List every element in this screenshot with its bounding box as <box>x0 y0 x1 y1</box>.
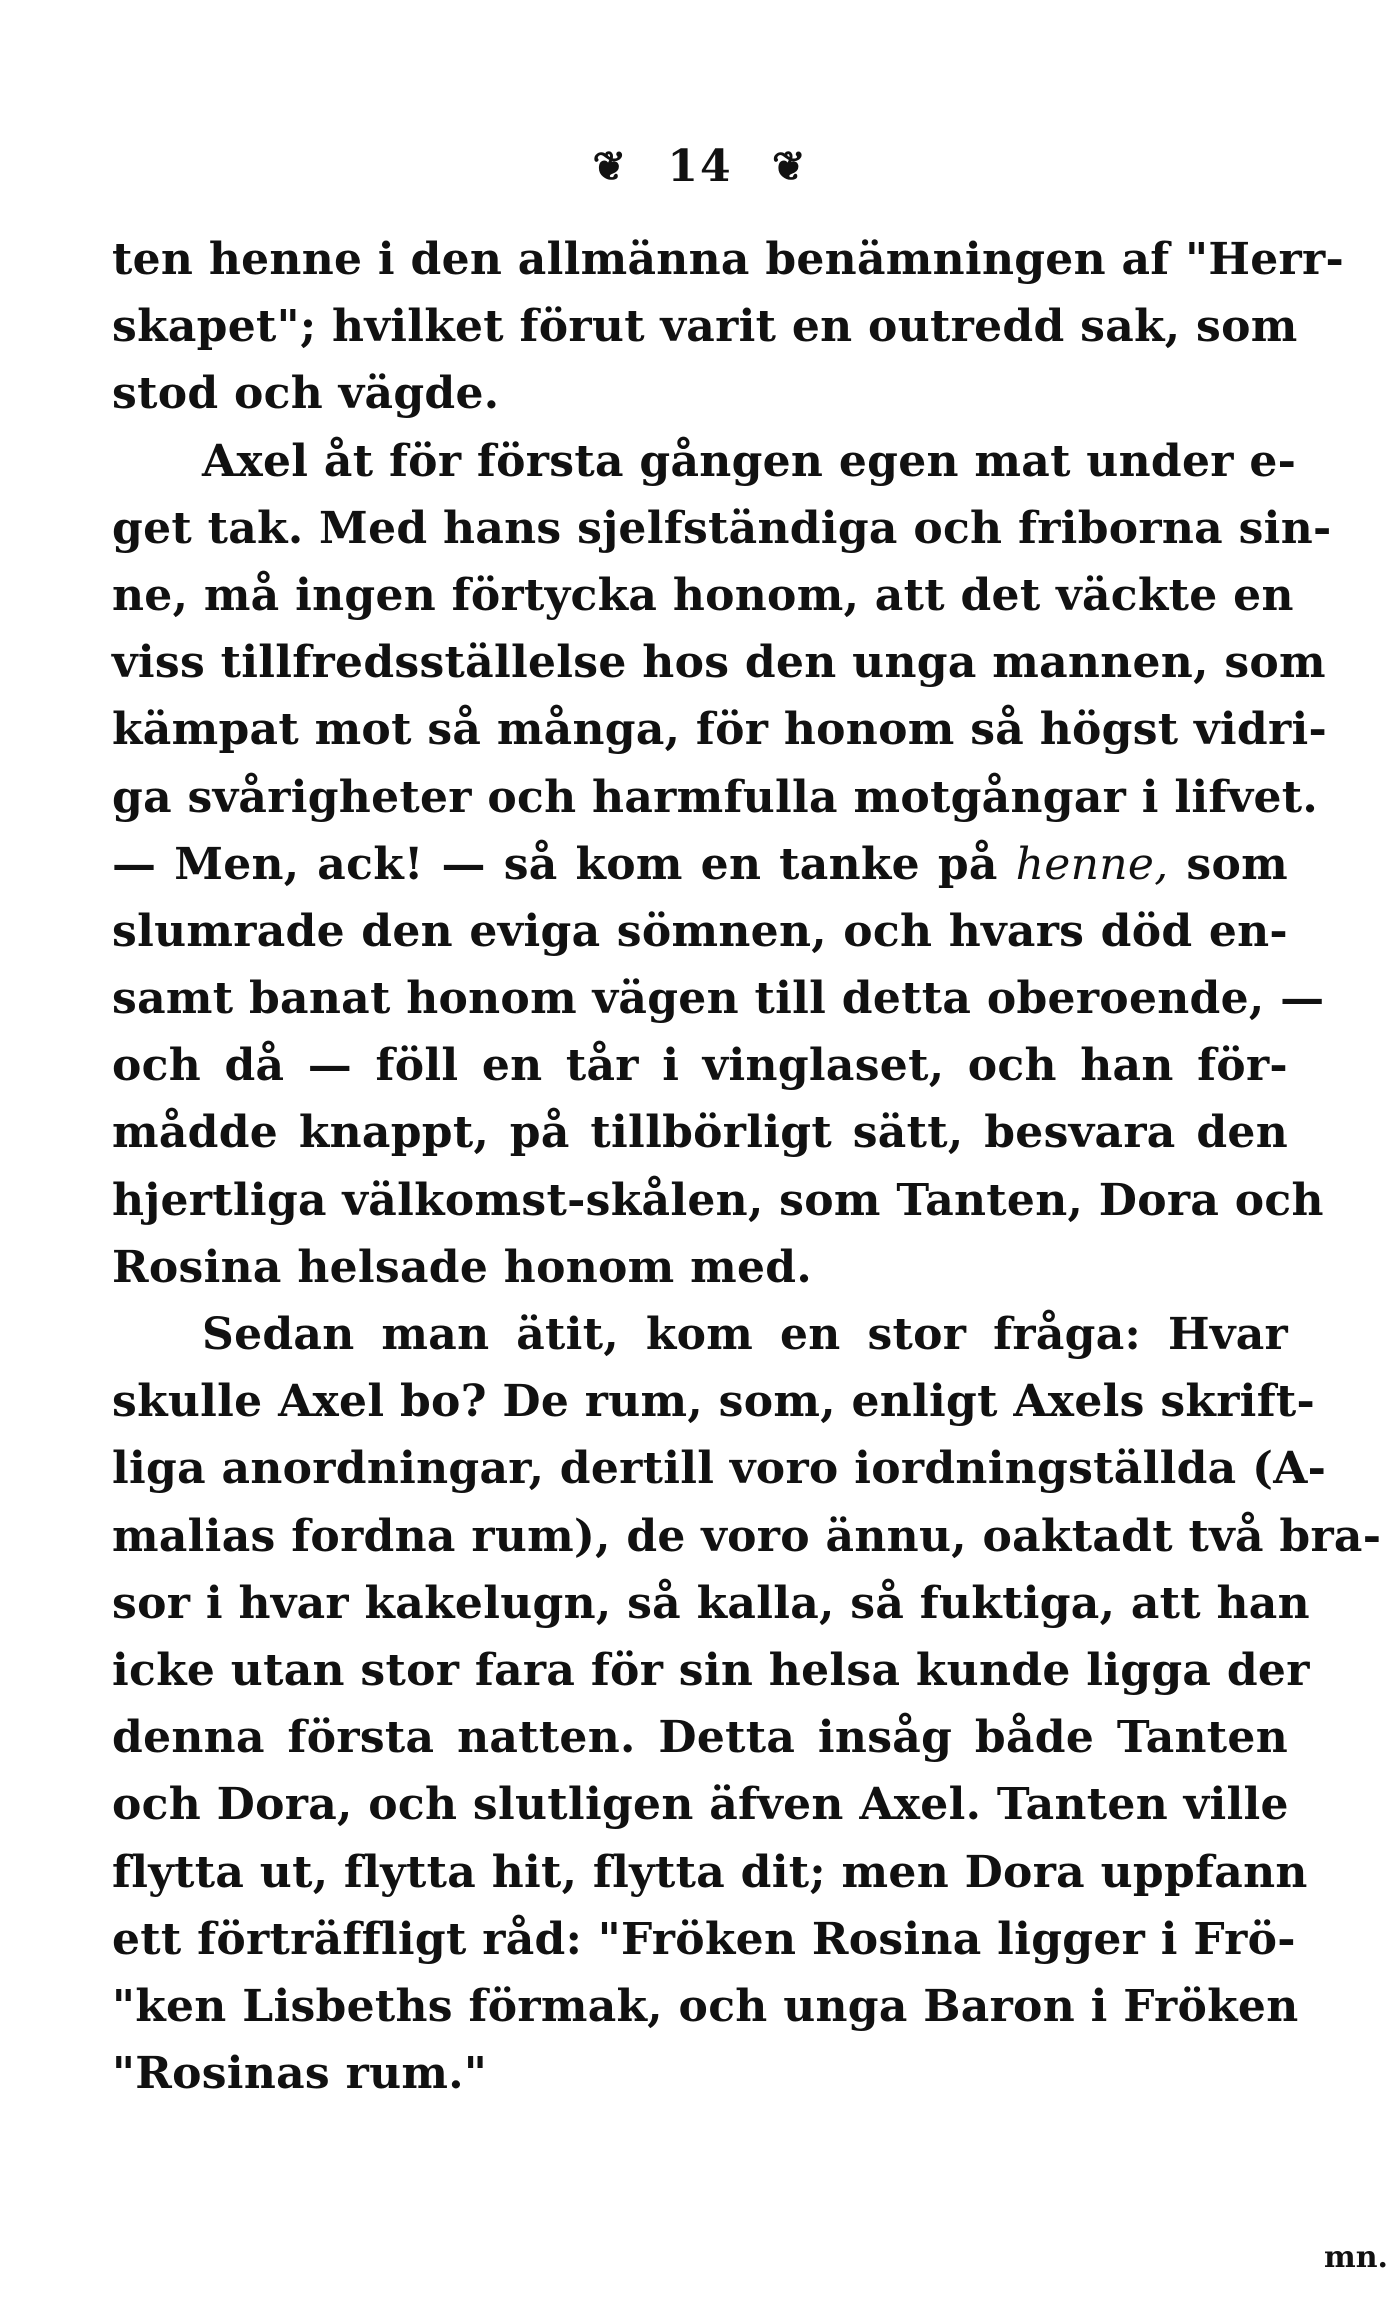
text-line: och Dora, och slutligen äfven Axel. Tanten ville <box>112 1779 1289 1831</box>
margin-note: mn. <box>1324 2240 1388 2275</box>
page-number: 14 <box>667 141 733 192</box>
text-line: hjertliga välkomst-skålen, som Tanten, Dora och <box>112 1174 1324 1226</box>
text-line: samt banat honom vägen till detta oberoende, — <box>112 973 1325 1025</box>
text-line: Axel åt för första gången egen mat under e- <box>202 435 1297 487</box>
body-text <box>112 226 1382 2107</box>
text-line: sor i hvar kakelugn, så kalla, så fuktiga, att han <box>112 1577 1310 1629</box>
running-head <box>0 138 1400 192</box>
text-line: Rosina helsade honom med. <box>112 1241 812 1293</box>
text-line: och då — föll en tår i vinglaset, och han för- <box>112 1040 1288 1092</box>
text-line: — Men, ack! — så kom en tanke på henne, som <box>112 838 1288 890</box>
text-line: icke utan stor fara för sin helsa kunde ligga der <box>112 1644 1310 1696</box>
text-line: kämpat mot så många, för honom så högst vidri- <box>112 704 1328 756</box>
text-line: ne, må ingen förtycka honom, att det väckte en <box>112 569 1294 621</box>
text-line: skapet"; hvilket förut varit en outredd sak, som <box>112 301 1298 353</box>
text-line: mådde knappt, på tillbörligt sätt, besvara den <box>112 1107 1288 1159</box>
text-line: ga svårigheter och harmfulla motgångar i lifvet. <box>112 771 1319 823</box>
text-line: "ken Lisbeths förmak, och unga Baron i Fröken <box>112 1980 1299 2032</box>
text-line: "Rosinas rum." <box>112 2048 488 2100</box>
ornament-left-icon: ❦ <box>592 143 629 190</box>
text-line: stod och vägde. <box>112 368 500 420</box>
text-line: flytta ut, flytta hit, flytta dit; men Dora uppfann <box>112 1846 1308 1898</box>
text-line: ten henne i den allmänna benämningen af "Herr- <box>112 234 1345 285</box>
text-line: ett förträffligt råd: "Fröken Rosina ligger i Frö- <box>112 1913 1296 1965</box>
text-line: Sedan man ätit, kom en stor fråga: Hvar <box>202 1309 1288 1360</box>
text-line: slumrade den eviga sömnen, och hvars död en- <box>112 905 1288 957</box>
text-line: get tak. Med hans sjelfständiga och friborna sin- <box>112 502 1332 554</box>
text-line: skulle Axel bo? De rum, som, enligt Axels skrift- <box>112 1376 1316 1428</box>
text-line: malias fordna rum), de voro ännu, oaktadt två bra- <box>112 1510 1382 1562</box>
text-line: viss tillfredsställelse hos den unga mannen, som <box>112 637 1326 689</box>
ornament-right-icon: ❦ <box>771 143 808 190</box>
text-line: denna första natten. Detta insåg både Tanten <box>112 1712 1288 1764</box>
text-line: liga anordningar, dertill voro iordningställda (A- <box>112 1443 1327 1495</box>
